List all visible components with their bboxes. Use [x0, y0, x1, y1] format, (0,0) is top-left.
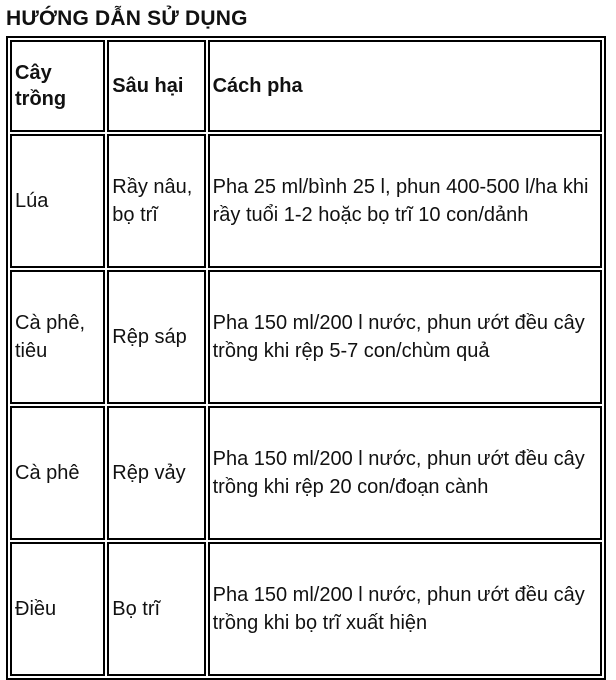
- cell-crop: Cà phê: [10, 406, 105, 540]
- table-row: [10, 406, 602, 540]
- cell-pest: Rệp vảy: [107, 406, 205, 540]
- header-method: Cách pha: [208, 40, 602, 132]
- cell-crop: Lúa: [10, 134, 105, 268]
- header-crop: Cây trồng: [10, 40, 105, 132]
- table-header-row: [10, 40, 602, 132]
- cell-method: Pha 150 ml/200 l nước, phun ướt đều cây trồng khi rệp 20 con/đoạn cành: [208, 406, 602, 540]
- cell-method: Pha 150 ml/200 l nước, phun ướt đều cây trồng khi bọ trĩ xuất hiện: [208, 542, 602, 676]
- cell-crop: Cà phê, tiêu: [10, 270, 105, 404]
- cell-crop: Điều: [10, 542, 105, 676]
- table-row: [10, 134, 602, 268]
- table-row: [10, 270, 602, 404]
- cell-pest: Rầy nâu, bọ trĩ: [107, 134, 205, 268]
- cell-pest: Bọ trĩ: [107, 542, 205, 676]
- usage-table: [6, 36, 606, 680]
- table-row: [10, 542, 602, 676]
- cell-method: Pha 150 ml/200 l nước, phun ướt đều cây trồng khi rệp 5-7 con/chùm quả: [208, 270, 602, 404]
- page-title: HƯỚNG DẪN SỬ DỤNG: [6, 7, 248, 30]
- header-pest: Sâu hại: [107, 40, 205, 132]
- cell-method: Pha 25 ml/bình 25 l, phun 400-500 l/ha khi rầy tuổi 1-2 hoặc bọ trĩ 10 con/dảnh: [208, 134, 602, 268]
- cell-pest: Rệp sáp: [107, 270, 205, 404]
